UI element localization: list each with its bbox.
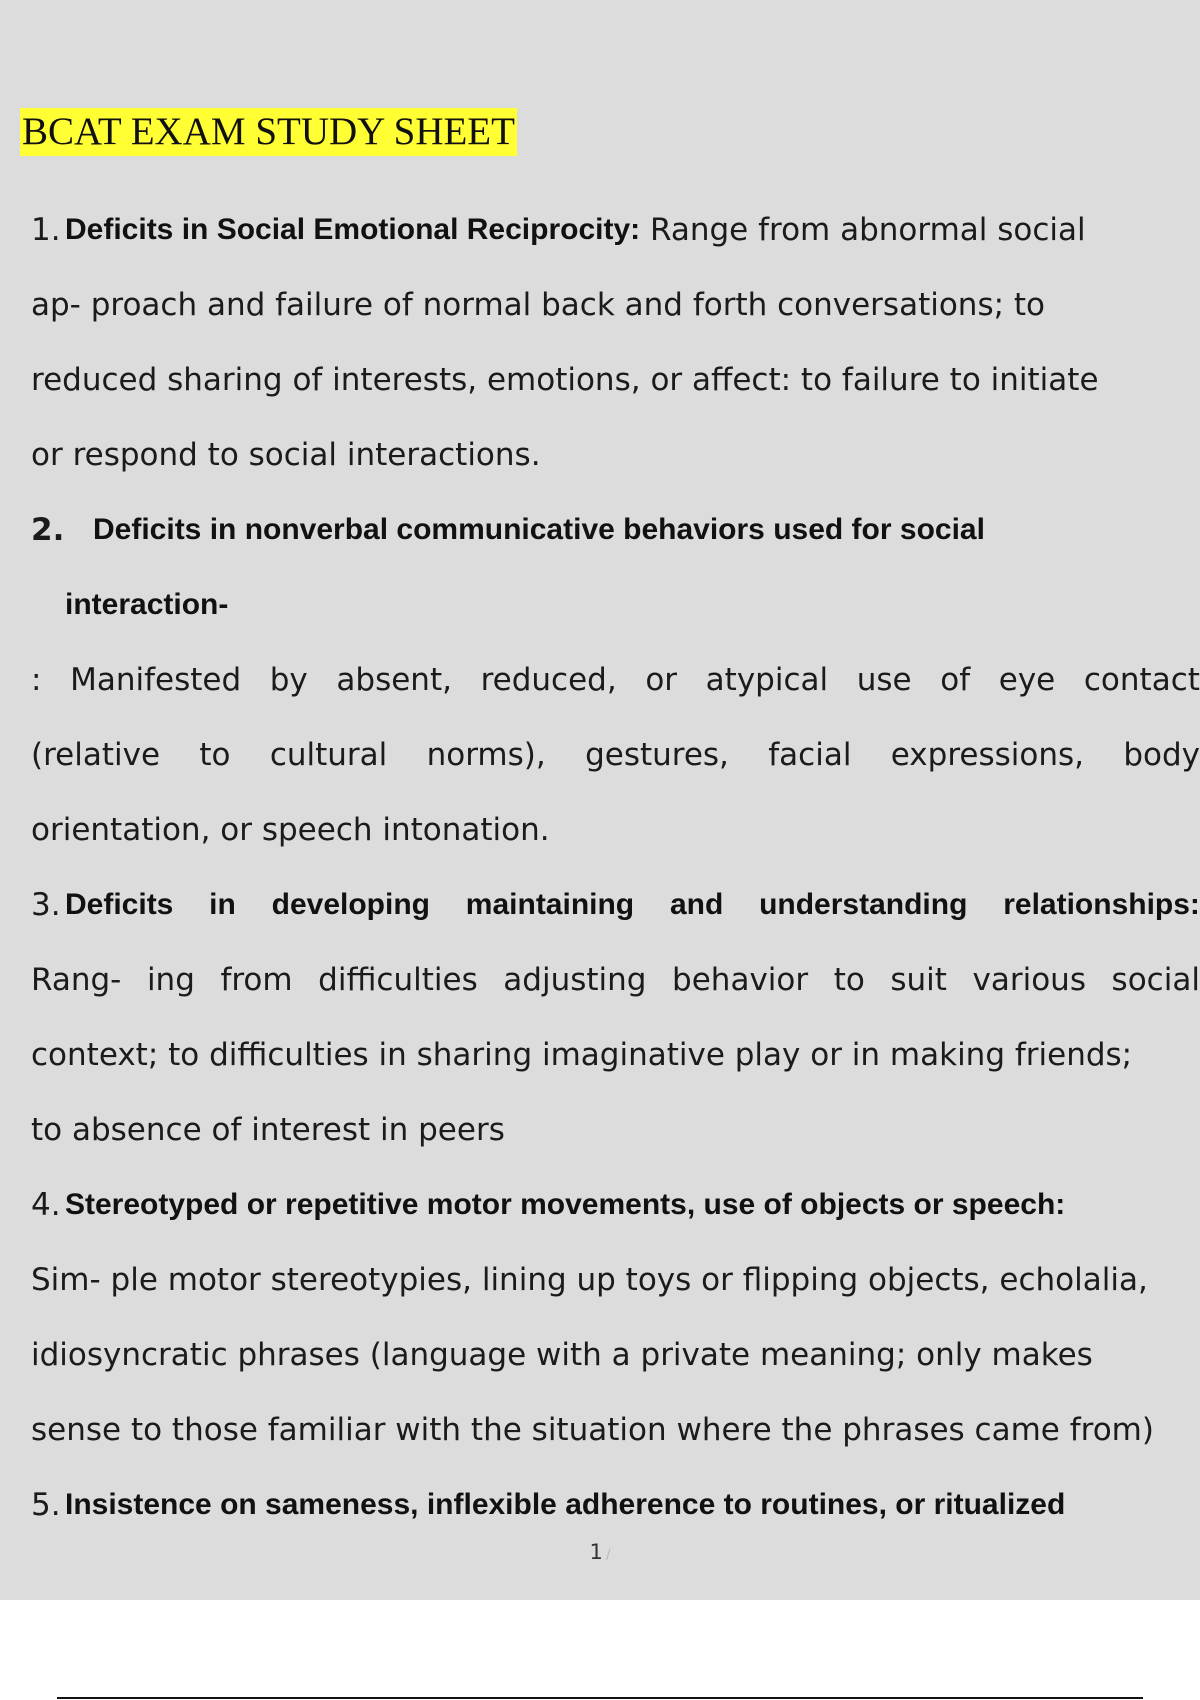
justified-word: to: [199, 736, 231, 773]
justified-word: maintaining: [465, 887, 635, 921]
justified-word: contact: [1083, 661, 1200, 698]
justified-word: in: [209, 887, 236, 921]
item-heading: Deficits in nonverbal communicative behaviors used for social: [93, 512, 985, 546]
item-4-line-2: [31, 1242, 1200, 1317]
justified-word: absent,: [336, 661, 452, 698]
item-text: orientation, or speech intonation.: [31, 811, 550, 848]
next-page-header-rule: [57, 1697, 1143, 1699]
item-heading: Deficits in Social Emotional Reciprocity:: [65, 212, 641, 246]
item-number: 2.: [31, 511, 65, 548]
justified-word: Rang-: [31, 961, 122, 998]
item-1-line-2: [31, 267, 1200, 342]
justified-word: from: [220, 961, 293, 998]
item-2-line-2: [31, 567, 1200, 642]
item-2-line-5: [31, 792, 1200, 867]
document-title: BCAT EXAM STUDY SHEET: [20, 108, 517, 156]
justified-word: or: [645, 661, 678, 698]
item-1-line-4: [31, 417, 1200, 492]
justified-word: various: [972, 961, 1086, 998]
item-number: 3.: [31, 886, 61, 923]
item-4-line-1: [31, 1167, 1200, 1242]
item-heading: [65, 888, 1200, 922]
justified-word: of: [940, 661, 971, 698]
justified-word: difficulties: [318, 961, 478, 998]
justified-word: eye: [998, 661, 1056, 698]
item-4-line-3: [31, 1317, 1200, 1392]
justified-word: cultural: [269, 736, 388, 773]
justified-word: gestures,: [585, 736, 729, 773]
item-text: ap- proach and failure of normal back and forth conversations; to: [31, 286, 1046, 323]
item-1-line-1: [31, 192, 1200, 267]
item-text: Range from abnormal social: [640, 211, 1086, 248]
page-number: [0, 1540, 1200, 1564]
justified-word: relationships:: [1003, 887, 1200, 921]
justified-word: understanding: [759, 887, 968, 921]
justified-word: (relative: [31, 736, 161, 773]
item-heading: interaction-: [65, 587, 229, 621]
document-body: [31, 192, 1200, 1542]
item-heading: Insistence on sameness, inflexible adherence to routines, or ritualized: [65, 1487, 1066, 1521]
page-number-suffix: /: [605, 1547, 611, 1563]
item-2-line-3: [31, 642, 1200, 717]
justified-word: :: [31, 661, 42, 698]
justified-word: ing: [146, 961, 195, 998]
item-text: idiosyncratic phrases (language with a private meaning; only makes: [31, 1336, 1093, 1373]
justified-word: facial: [768, 736, 852, 773]
justified-word: developing: [271, 887, 430, 921]
item-text: context; to difficulties in sharing imaginative play or in making friends;: [31, 1036, 1133, 1073]
item-number: 5.: [31, 1486, 61, 1523]
item-3-line-2: [31, 942, 1200, 1017]
justified-word: Manifested: [70, 661, 242, 698]
justified-word: adjusting: [503, 961, 647, 998]
item-heading: Stereotyped or repetitive motor movements, use of objects or speech:: [65, 1187, 1066, 1221]
justified-word: behavior: [672, 961, 809, 998]
justified-word: by: [269, 661, 308, 698]
justified-word: suit: [890, 961, 947, 998]
justified-word: to: [833, 961, 865, 998]
page-number-value: 1: [589, 1540, 603, 1564]
justified-word: use: [856, 661, 912, 698]
item-text: sense to those familiar with the situation where the phrases came from): [31, 1411, 1154, 1448]
item-text: reduced sharing of interests, emotions, or affect: to failure to initiate: [31, 361, 1099, 398]
item-3-line-1: [31, 867, 1200, 942]
item-2-line-4: [31, 717, 1200, 792]
item-5-line-1: [31, 1467, 1200, 1542]
justified-word: norms),: [426, 736, 546, 773]
item-3-line-4: [31, 1092, 1200, 1167]
item-3-line-3: [31, 1017, 1200, 1092]
justified-word: reduced,: [480, 661, 617, 698]
justified-word: expressions,: [890, 736, 1084, 773]
item-1-line-3: [31, 342, 1200, 417]
justified-word: Deficits: [65, 887, 174, 921]
justified-word: atypical: [705, 661, 829, 698]
item-number: 4.: [31, 1186, 61, 1223]
justified-word: and: [669, 887, 724, 921]
item-4-line-4: [31, 1392, 1200, 1467]
justified-word: body: [1123, 736, 1200, 773]
item-2-line-1: [31, 492, 1200, 567]
item-text: to absence of interest in peers: [31, 1111, 505, 1148]
item-text: or respond to social interactions.: [31, 436, 541, 473]
item-text: Sim- ple motor stereotypies, lining up toys or flipping objects, echolalia,: [31, 1261, 1148, 1298]
item-number: 1.: [31, 211, 61, 248]
justified-word: social: [1111, 961, 1200, 998]
